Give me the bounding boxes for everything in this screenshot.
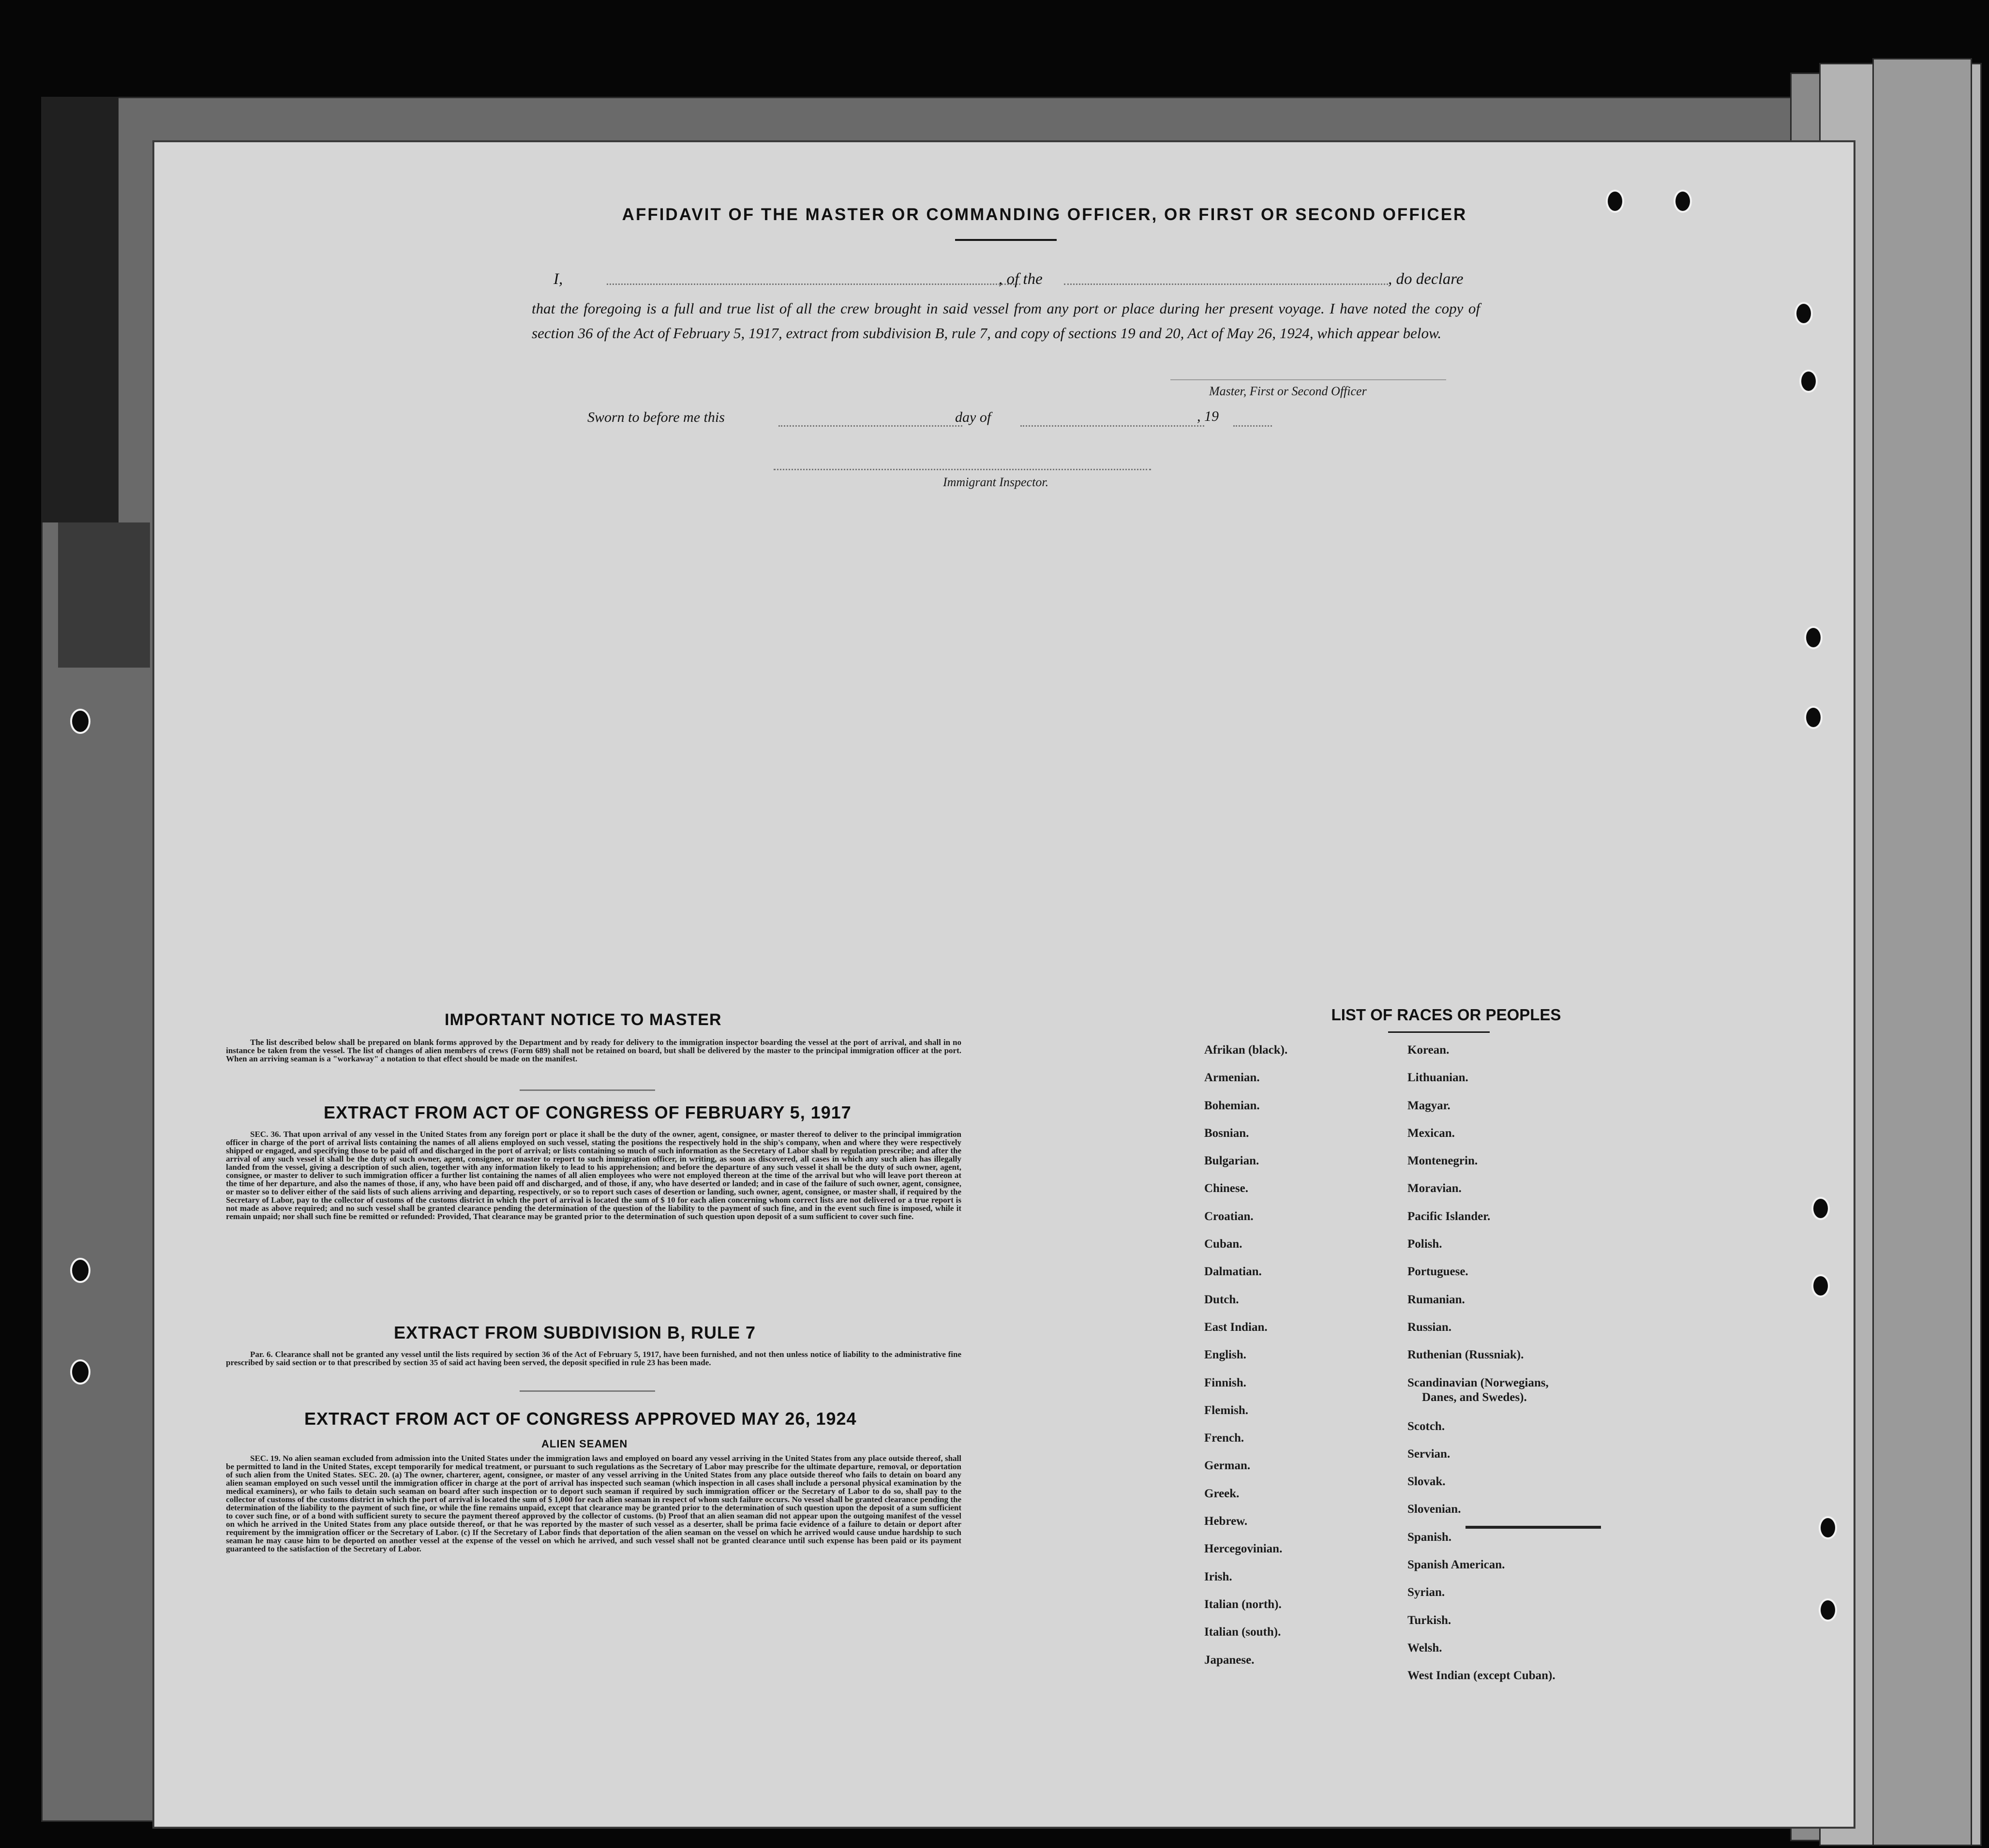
race-item: English.	[1204, 1348, 1246, 1362]
race-item: Greek.	[1204, 1487, 1240, 1500]
race-item: Russian.	[1407, 1320, 1452, 1334]
race-item: Italian (south).	[1204, 1625, 1281, 1639]
races-column-2	[1407, 1043, 1555, 1697]
race-item: Dalmatian.	[1204, 1265, 1262, 1279]
race-item: Pacific Islander.	[1407, 1209, 1491, 1223]
race-item: Rumanian.	[1407, 1293, 1465, 1306]
race-item: Servian.	[1407, 1447, 1451, 1461]
race-item: Dutch.	[1204, 1293, 1239, 1306]
signature-caption: Master, First or Second Officer	[1209, 384, 1367, 398]
binder-hole-icon	[70, 1258, 90, 1283]
race-item: Hercegovinian.	[1204, 1542, 1283, 1556]
race-item: Bohemian.	[1204, 1099, 1260, 1112]
race-item: Bosnian.	[1204, 1126, 1249, 1140]
races-underline	[1388, 1031, 1490, 1033]
ink-smudge	[1466, 1526, 1601, 1529]
race-item: Syrian.	[1407, 1586, 1445, 1599]
affidavit-body: that the foregoing is a full and true list of all the crew brought in said vessel from any port or place during her present voyage. I have noted the copy of section 36 of the Act of February 5, 1917, extract from subdivision B, rule 7, and copy of sections 19 and 20, Act of May 26, 1924, which appear below.	[532, 300, 1480, 342]
race-item: Flemish.	[1204, 1403, 1248, 1417]
race-item: East Indian.	[1204, 1320, 1268, 1334]
binder-hole-icon	[1804, 706, 1823, 729]
race-item: Slovak.	[1407, 1475, 1446, 1489]
binder-hole-icon	[1799, 370, 1818, 393]
binder-hole-icon	[1606, 190, 1624, 213]
signature-line[interactable]	[1170, 379, 1446, 380]
race-item: Finnish.	[1204, 1376, 1246, 1389]
vessel-name-field[interactable]	[1064, 283, 1388, 285]
race-item: West Indian (except Cuban).	[1407, 1669, 1555, 1683]
binder-hole-icon	[1804, 626, 1823, 649]
sworn-year-field[interactable]	[1233, 425, 1272, 427]
binder-hole-icon	[70, 709, 90, 734]
background-sheet-4	[1872, 58, 1972, 1846]
title-underline	[955, 239, 1057, 241]
torn-edge-patch	[58, 522, 150, 668]
race-item: Slovenian.	[1407, 1503, 1461, 1516]
race-item: Mexican.	[1407, 1126, 1455, 1140]
race-item: Italian (north).	[1204, 1597, 1282, 1611]
sworn-label: Sworn to before me this	[587, 409, 725, 425]
of-the-label: , of the	[999, 270, 1043, 288]
race-item: Magyar.	[1407, 1099, 1451, 1112]
race-item: Bulgarian.	[1204, 1154, 1259, 1168]
race-item: Turkish.	[1407, 1613, 1451, 1627]
race-item: Ruthenian (Russniak).	[1407, 1348, 1524, 1362]
binder-hole-icon	[1811, 1274, 1830, 1297]
extract-rule7-heading: EXTRACT FROM SUBDIVISION B, RULE 7	[394, 1323, 756, 1342]
day-of-label: day of	[955, 409, 991, 425]
race-item: Japanese.	[1204, 1653, 1255, 1667]
year-label: , 19	[1197, 408, 1219, 424]
races-heading: LIST OF RACES OR PEOPLES	[1331, 1006, 1561, 1024]
binder-hole-icon	[1811, 1197, 1830, 1220]
race-item: Montenegrin.	[1407, 1154, 1478, 1168]
race-item: Lithuanian.	[1407, 1071, 1468, 1085]
race-item: French.	[1204, 1431, 1244, 1445]
sworn-month-field[interactable]	[1020, 425, 1204, 427]
inspector-caption: Immigrant Inspector.	[943, 475, 1049, 489]
notice-heading: IMPORTANT NOTICE TO MASTER	[445, 1011, 722, 1029]
race-item	[1407, 1376, 1555, 1419]
race-item: Irish.	[1204, 1570, 1232, 1583]
declarant-label: I,	[553, 270, 563, 288]
race-item: Chinese.	[1204, 1182, 1248, 1195]
race-item: Croatian.	[1204, 1209, 1254, 1223]
binder-hole-icon	[70, 1359, 90, 1385]
extract-1924-heading: EXTRACT FROM ACT OF CONGRESS APPROVED MAY 26, 1924	[304, 1409, 857, 1429]
race-item: Polish.	[1407, 1237, 1442, 1251]
alien-seamen-subheading: ALIEN SEAMEN	[541, 1438, 628, 1450]
form-page	[152, 140, 1855, 1829]
torn-edge	[41, 97, 119, 522]
race-item: Portuguese.	[1407, 1265, 1468, 1279]
inspector-signature-line[interactable]	[774, 469, 1151, 470]
notice-text: The list described below shall be prepared on blank forms approved by the Department and by ready for delivery to the immigration inspector boarding the vessel at the port of arrival, and shall in no instance be taken from the vessel. The list of changes of alien members of crews (Form 689) shall not be retained on board, but shall be delivered by the master to the principal immigration officer at the port. When an arriving seaman is a "workaway" a notation to that effect should be made on the manifest.	[226, 1038, 961, 1063]
extract-1917-text: SEC. 36. That upon arrival of any vessel in the United States from any foreign port or place it shall be the duty of the owner, agent, consignee, or master thereof to deliver to the principal immigration officer in charge of the port of arrival lists containing the names of all aliens employed on such vessel, stating the positions the respectively hold in the ship's company, when and where they were respectively shipped or engaged, and specifying those to be paid off and discharged in the port of arrival; or lists containing so much of such information as the Secretary of Labor shall by regulation prescribe; and after the arrival of any such vessel it shall be the duty of such owner, agent, consignee, or master to report to such immigration officer, in writing, as soon as discovered, all cases in which any such alien has illegally landed from the vessel, giving a description of such alien, together with any information likely to lead to his apprehension; and before the departure of any such vessel it shall be the duty of such owner, agent, consignee, or master to deliver to such immigration officer a further list containing the names of all alien employees who were not employed thereon at the time of the arrival but who will leave port thereon at the time of her departure, and also the names of those, if any, who have been paid off and discharged, and of those, if any, who have deserted or landed; and in case of the failure of such owner, agent, consignee, or master so to deliver either of the said lists of such aliens arriving and departing, respectively, or so to report such cases of desertion or landing, such owner, agent, consignee, or master shall, if required by the Secretary of Labor, pay to the collector of customs of the customs district in which the port of arrival is located the sum of $ 10 for each alien concerning whom correct lists are not delivered or a true report is not made as above required; and no such vessel shall be granted clearance pending the determination of the question of the liability to the payment of such fine, and in the event such fine is imposed, while it remain unpaid; nor shall such fine be remitted or refunded: Provided, That clearance may be granted prior to the determination of such question upon deposit of a sum sufficient to cover such fine.	[226, 1130, 961, 1221]
binder-hole-icon	[1795, 302, 1813, 325]
extract-1924-text: SEC. 19. No alien seaman excluded from admission into the United States under the immigration laws and employed on board any vessel arriving in the United States from any place outside thereof, shall be permitted to land in the United States, except temporarily for medical treatment, or pursuant to such regulations as the Secretary of Labor may prescribe for the ultimate departure, removal, or deportation of such alien from the United States. SEC. 20. (a) The owner, charterer, agent, consignee, or master of any vessel arriving in the United States from any place outside thereof who fails to detain on board any alien seaman employed on such vessel until the immigration officer in charge at the port of arrival has inspected such seaman (which inspection in all cases shall include a personal physical examination by the medical examiners), or who fails to detain such seaman on board after such inspection or to deport such seaman if required by such immigration officer or the Secretary of Labor to do so, shall pay to the collector of customs of the customs district in which the port of arrival is located the sum of $ 1,000 for each alien seaman in respect of whom such failure occurs. No vessel shall be granted clearance pending the determination of the liability to the payment of such fine, or while the fine remains unpaid, except that clearance may be granted prior to the determination of such question upon the deposit of a sum sufficient to cover such fine, or of a bond with sufficient surety to secure the payment thereof approved by the collector of customs. (b) Proof that an alien seaman did not appear upon the outgoing manifest of the vessel on which he arrived in the United States from any place outside thereof, or that he was reported by the master of such vessel as a deserter, shall be prima facie evidence of a failure to detain or deport after requirement by the immigration officer or the Secretary of Labor. (c) If the Secretary of Labor finds that deportation of the alien seaman on the vessel on which he arrived would cause undue hardship to such seaman he may cause him to be deported on another vessel at the expense of the vessel on which he arrived, and such vessel shall not be granted clearance until such expense has been paid or its payment guaranteed to the satisfaction of the Secretary of Labor.	[226, 1454, 961, 1553]
race-item-line: Danes, and Swedes).	[1422, 1390, 1527, 1404]
race-item: Welsh.	[1407, 1641, 1442, 1654]
rule7-divider	[520, 1390, 655, 1392]
race-item-line: Scandinavian (Norwegians,	[1407, 1376, 1549, 1389]
race-item: Cuban.	[1204, 1237, 1242, 1251]
extract-rule7-text: Par. 6. Clearance shall not be granted any vessel until the lists required by section 36 of the Act of February 5, 1917, have been furnished, and not then unless notice of liability to the administrative fine prescribed by said section or to that prescribed by section 35 of said act having been served, the deposit specified in rule 23 has been made.	[226, 1350, 961, 1367]
race-item: Scotch.	[1407, 1419, 1445, 1433]
sworn-day-field[interactable]	[778, 425, 962, 427]
do-declare-label: , do declare	[1388, 270, 1464, 288]
binder-hole-icon	[1674, 190, 1692, 213]
affidavit-title: AFFIDAVIT OF THE MASTER OR COMMANDING OFFICER, OR FIRST OR SECOND OFFICER	[622, 205, 1467, 224]
race-item: Hebrew.	[1204, 1515, 1248, 1528]
race-item: Moravian.	[1407, 1182, 1462, 1195]
race-item: Spanish.	[1407, 1530, 1452, 1544]
races-column-1	[1204, 1043, 1287, 1681]
declarant-name-field[interactable]	[607, 283, 1020, 285]
race-item: Armenian.	[1204, 1071, 1260, 1085]
extract-1917-heading: EXTRACT FROM ACT OF CONGRESS OF FEBRUARY 5, 1917	[324, 1103, 852, 1122]
binder-hole-icon	[1819, 1598, 1837, 1622]
race-item: Afrikan (black).	[1204, 1043, 1288, 1057]
notice-divider	[520, 1089, 655, 1091]
race-item: Korean.	[1407, 1043, 1450, 1057]
binder-hole-icon	[1819, 1516, 1837, 1539]
race-item: German.	[1204, 1459, 1251, 1473]
race-item: Spanish American.	[1407, 1558, 1505, 1572]
